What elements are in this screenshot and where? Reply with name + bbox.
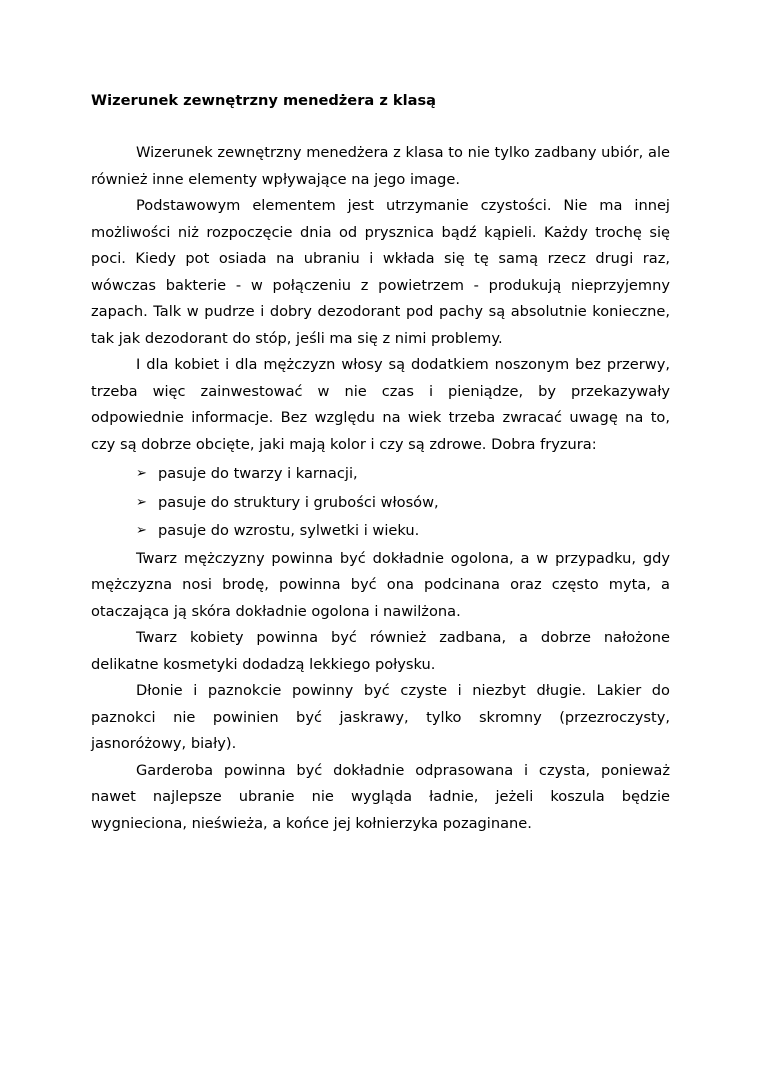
list-item [91,489,670,518]
arrowhead-bullet-icon: ➢ [136,466,147,481]
list-item-text: pasuje do twarzy i karnacji, [158,465,358,482]
paragraph-intro-3: I dla kobiet i dla mężczyzn włosy są dodatkiem noszonym bez przerwy, trzeba więc zainwestować w nie czas i pieniądze, by przekazywały odpowiednie informacje. Bez względu na wiek trzeba zwracać uwagę na to, czy są dobrze obcięte, jaki mają kolor i czy są zdrowe. Dobra fryzura: [91,356,670,453]
arrowhead-bullet-icon: ➢ [136,494,147,510]
list-item-text: pasuje do wzrostu, sylwetki i wieku. [158,522,420,539]
paragraph-face-women: Twarz kobiety powinna być również zadbana, a dobrze nałożone delikatne kosmetyki dodadzą lekkiego połysku. [91,629,670,673]
bullet-list [91,460,670,546]
paragraph-wardrobe: Garderoba powinna być dokładnie odprasowana i czysta, ponieważ nawet najlepsze ubranie nie wygląda ładnie, jeżeli koszula będzie wygnieciona, nieświeża, a końce jej kołnierzyka pozaginane. [91,761,670,832]
document-title: Wizerunek zewnętrzny menedżera z klasą [91,92,436,109]
list-item-text: pasuje do struktury i grubości włosów, [158,493,439,511]
paragraph-face-men: Twarz mężczyzny powinna być dokładnie ogolona, a w przypadku, gdy mężczyzna nosi brodę, powinna być ona podcinana oraz często myta, a otaczająca ją skóra dokładnie ogolona i nawilżona. [91,549,670,620]
paragraph-hands-nails: Dłonie i paznokcie powinny być czyste i niezbyt długie. Lakier do paznokci nie powinien być jaskrawy, tylko skromny (przezroczysty, jasnoróżowy, biały). [91,682,670,752]
arrowhead-bullet-icon: ➢ [136,523,147,538]
list-item [91,517,670,546]
paragraph-intro-2: Podstawowym elementem jest utrzymanie czystości. Nie ma innej możliwości niż rozpoczęcie dnia od prysznica bądź kąpieli. Każdy trochę się poci. Kiedy pot osiada na ubraniu i wkłada się tę samą rzecz drugi raz, wówczas bakterie - w połączeniu z powietrzem - produkują nieprzyjemny zapach. Talk w pudrze i dobry dezodorant pod pachy są absolutnie konieczne, tak jak dezodorant do stóp, jeśli ma się z nimi problemy. [91,197,670,347]
document-page [91,88,670,837]
list-item [91,460,670,489]
paragraph-intro-1: Wizerunek zewnętrzny menedżera z klasa to nie tylko zadbany ubiór, ale również inne elementy wpływające na jego image. [91,144,670,188]
